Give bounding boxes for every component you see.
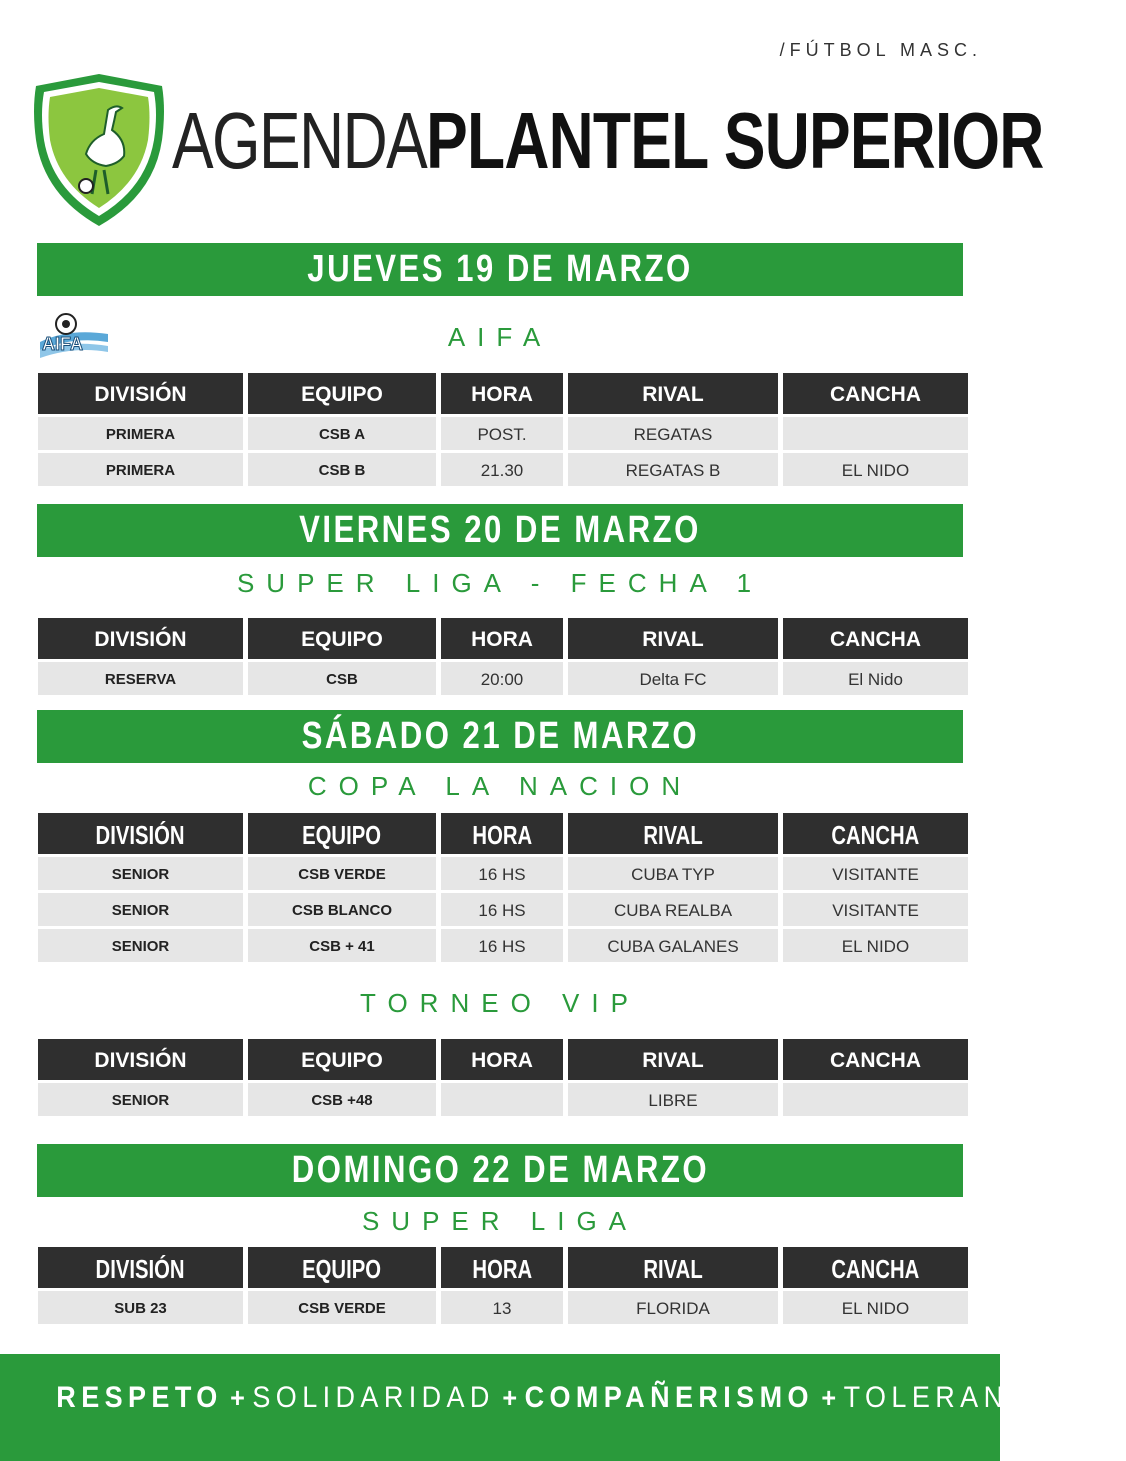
col-hora: HORA <box>441 1039 563 1080</box>
col-cancha: CANCHA <box>783 373 968 414</box>
page-title <box>172 96 1044 186</box>
table-row: PRIMERA CSB B 21.30 REGATAS B EL NIDO <box>38 453 968 486</box>
table-row: SENIOR CSB + 41 16 HS CUBA GALANES EL NIDO <box>38 929 968 962</box>
col-hora: HORA <box>441 1247 563 1288</box>
col-cancha: CANCHA <box>783 618 968 659</box>
footer-values-banner <box>0 1354 1070 1461</box>
col-rival: RIVAL <box>568 373 778 414</box>
table-header <box>38 813 968 854</box>
col-equipo: EQUIPO <box>248 1039 436 1080</box>
schedule-table <box>38 373 968 486</box>
col-equipo: EQUIPO <box>248 618 436 659</box>
day-banner-sunday: DOMINGO 22 DE MARZO <box>37 1144 963 1197</box>
col-rival: RIVAL <box>568 1039 778 1080</box>
col-rival: RIVAL <box>568 1247 778 1288</box>
col-division: DIVISIÓN <box>38 1039 243 1080</box>
schedule-table <box>38 618 968 695</box>
col-cancha: CANCHA <box>783 813 968 854</box>
col-rival: RIVAL <box>568 618 778 659</box>
separator: + <box>230 1382 245 1413</box>
title-bold: PLANTEL SUPERIOR <box>426 96 1044 185</box>
table-row: SENIOR CSB +48 LIBRE <box>38 1083 968 1116</box>
col-equipo: EQUIPO <box>248 813 436 854</box>
table-row: SENIOR CSB BLANCO 16 HS CUBA REALBA VISITANTE <box>38 893 968 926</box>
competition-title: TORNEO VIP <box>360 988 640 1018</box>
separator: + <box>821 1382 837 1413</box>
schedule-table <box>38 813 968 962</box>
title-light: AGENDA <box>172 96 427 185</box>
col-rival: RIVAL <box>568 813 778 854</box>
col-hora: HORA <box>441 618 563 659</box>
col-cancha: CANCHA <box>783 1039 968 1080</box>
value-solidaridad: SOLIDARIDAD <box>252 1381 495 1414</box>
table-row: SUB 23 CSB VERDE 13 FLORIDA EL NIDO <box>38 1291 968 1324</box>
col-hora: HORA <box>441 373 563 414</box>
day-banner-friday: VIERNES 20 DE MARZO <box>37 504 963 557</box>
col-equipo: EQUIPO <box>248 373 436 414</box>
table-row: RESERVA CSB 20:00 Delta FC El Nido <box>38 662 968 695</box>
col-division: DIVISIÓN <box>38 813 243 854</box>
col-hora: HORA <box>441 813 563 854</box>
table-header <box>38 373 968 414</box>
table-row: SENIOR CSB VERDE 16 HS CUBA TYP VISITANTE <box>38 857 968 890</box>
value-companerismo: COMPAÑERISMO <box>524 1381 814 1414</box>
table-header <box>38 618 968 659</box>
separator: + <box>502 1382 518 1413</box>
club-crest-logo <box>30 70 168 230</box>
col-division: DIVISIÓN <box>38 373 243 414</box>
col-cancha: CANCHA <box>783 1247 968 1288</box>
col-division: DIVISIÓN <box>38 1247 243 1288</box>
col-division: DIVISIÓN <box>38 618 243 659</box>
schedule-table <box>38 1247 968 1324</box>
category-label: /FÚTBOL MASC. <box>779 40 982 60</box>
col-equipo: EQUIPO <box>248 1247 436 1288</box>
value-tolerancia: TOLERANCIA <box>843 1381 1070 1414</box>
day-banner-thursday: JUEVES 19 DE MARZO <box>37 243 963 296</box>
schedule-table <box>38 1039 968 1116</box>
day-banner-saturday: SÁBADO 21 DE MARZO <box>37 710 963 763</box>
competition-title: AIFA <box>447 322 553 352</box>
svg-text:AIFA: AIFA <box>42 334 84 354</box>
competition-title: SUPER LIGA - FECHA 1 <box>236 568 764 598</box>
table-header <box>38 1039 968 1080</box>
table-row: PRIMERA CSB A POST. REGATAS <box>38 417 968 450</box>
value-respeto: RESPETO <box>56 1381 223 1414</box>
table-header <box>38 1247 968 1288</box>
competition-title: COPA LA NACION <box>307 771 693 801</box>
competition-title: SUPER LIGA <box>361 1206 639 1236</box>
